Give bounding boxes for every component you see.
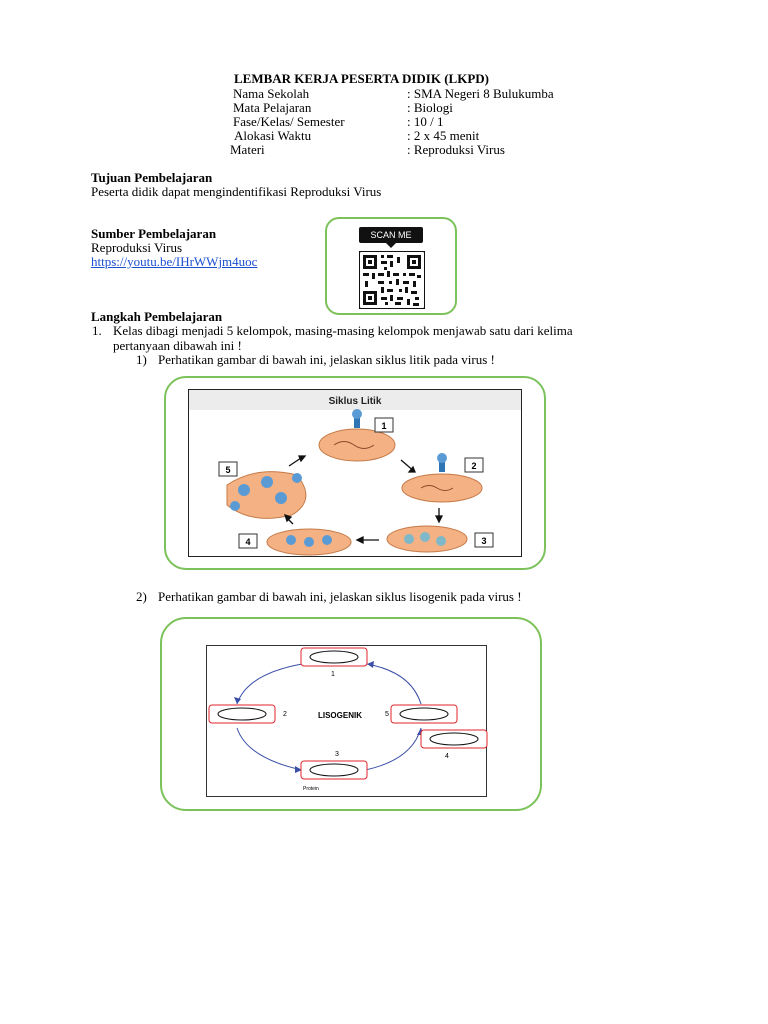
qr-frame [325,217,457,315]
litik-cell-1 [319,409,395,461]
item1-number: 1. [92,323,102,338]
lisogenik-cell-2 [209,705,275,723]
scan-me-badge [359,227,423,243]
sumber-text: Reproduksi Virus [91,240,183,255]
langkah-heading: Langkah Pembelajaran [91,309,223,324]
litik-figure-frame [164,376,546,570]
qr-code[interactable] [359,251,425,309]
litik-step-1: 1 [381,421,387,431]
litik-step-2: 2 [471,461,477,471]
lisogenik-step-5: 5 [385,711,389,718]
item1-line2: pertanyaan dibawah ini ! [113,338,242,353]
lisogenik-step-3: 3 [335,751,339,758]
field-label-subject: Mata Pelajaran [233,100,312,115]
question2-number: 2) [136,589,147,604]
question2-text: Perhatikan gambar di bawah ini, jelaskan siklus lisogenik pada virus ! [158,589,522,604]
lisogenik-cell-3 [301,761,367,779]
field-label-material: Materi [230,142,265,157]
lisogenik-step-4: 4 [445,753,449,760]
field-value-subject: : Biologi [407,100,453,115]
litik-step-3: 3 [481,536,487,546]
item1-line1: Kelas dibagi menjadi 5 kelompok, masing-masing kelompok menjawab satu dari kelima [113,323,573,338]
lisogenik-figure [206,645,487,797]
lisogenik-cell-1 [301,648,367,666]
tujuan-heading: Tujuan Pembelajaran [91,170,213,185]
lisogenik-step-1: 1 [331,671,335,678]
field-label-time: Alokasi Waktu [234,128,312,143]
field-value-school: : SMA Negeri 8 Bulukumba [407,86,554,101]
youtube-link[interactable]: https://youtu.be/IHrWWjm4uoc [91,254,258,269]
field-label-school: Nama Sekolah [233,86,310,101]
litik-cell-4 [267,529,351,555]
field-value-time: : 2 x 45 menit [407,128,480,143]
lisogenik-cell-5 [391,705,457,723]
litik-step-5: 5 [225,465,231,475]
document-title: LEMBAR KERJA PESERTA DIDIK (LKPD) [234,71,489,86]
field-value-material: : Reproduksi Virus [407,142,505,157]
tujuan-text: Peserta didik dapat mengindentifikasi Reproduksi Virus [91,184,382,199]
field-label-phase: Fase/Kelas/ Semester [233,114,345,129]
lisogenik-diagram [207,646,507,796]
question1-number: 1) [136,352,147,367]
lisogenik-step-2: 2 [283,711,287,718]
question1-text: Perhatikan gambar di bawah ini, jelaskan siklus litik pada virus ! [158,352,495,367]
litik-figure [188,389,522,557]
scan-me-label: SCAN ME [370,230,412,240]
sumber-heading: Sumber Pembelajaran [91,226,217,241]
litik-diagram [189,390,521,556]
lisogenik-center-label: LISOGENIK [317,711,363,720]
lisogenik-protein-label: Protein [303,786,319,792]
scan-me-pointer [386,243,396,248]
litik-step-4: 4 [245,537,251,547]
litik-title: Siklus Litik [328,396,382,407]
lisogenik-figure-frame [160,617,542,811]
field-value-phase: : 10 / 1 [407,114,444,129]
litik-cell-3 [387,526,467,552]
lisogenik-cell-4 [421,730,487,748]
litik-cell-5 [227,472,306,519]
